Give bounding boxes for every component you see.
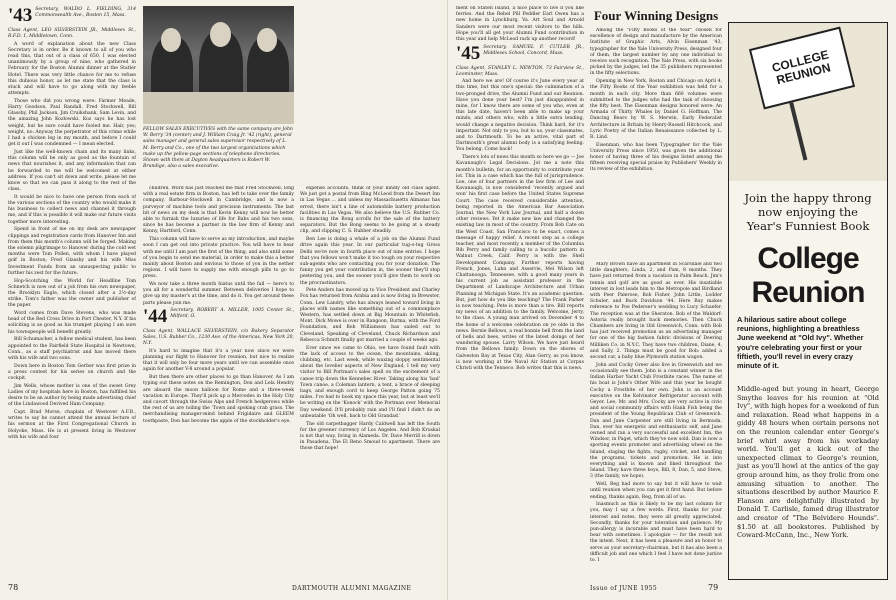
paragraph: It would be nice to have one person from each of the various sections of the country who would make it his business to collect news and channel it through me, and if this is possible it will make our future visits together more interesting. (8, 194, 136, 225)
four-designs-article (590, 28, 722, 256)
paragraph: This column will have to serve as my introduction, and maybe soon I can get out into private practice. You will have to bear with me until I am past the first of the thing, and also until some of you begin to send me material, in order to make this a better mainly about Boston and envious to those of you in the nether regions. I will have to supply me with enough pills to go to press. (143, 237, 294, 280)
paragraph: Those who did you wrong were: Farmer Meade, Harry Goodson, Paul Randall, Fred Stockwell, Bill Glassby, Phil Jackson, Jim Cruikshank, Sam Levin, and the amazing John Kozlowski. Koz says he has lost weight, but he sure could have fooled me. Hair, yes; weight, no. Anyway the perpetrator of this crime while I had a chicken leg in my mouth, and before I could get it out I was condemned — I mean elected. (8, 98, 136, 148)
paragraph: Well, Reg had more to say but it will have to wait until reunion when you can get it first hand. But before ending, thanks again, Reg, from all of us. (590, 482, 722, 500)
paragraph: Eisenman, who has been Typographer for the Yale University Press since 1950, was given the additional honor of having three of his designs listed among the fifteen receiving special praise by Publishers' Weekly in its review of the exhibition. (590, 142, 722, 173)
paragraph: Bill Schumacher, a fellow medical student, has been appointed to the Fairfield State Hospital in Newtown, Conn., as a staff psychiatrist and has moved there with his wife and two sons. (8, 337, 136, 361)
page-number-left: 78 (8, 583, 19, 592)
photo-caption: FELLOW SALES EXECUTIVES with the same company are John W. Berry '34 (center) and J. William Craig Jr. '42 (right), general sales manager and general sales supervisor respectively of L. M. Berry and Co., one of the two largest organizations which make up the yellow-page sections of telephone directories. Shown with them at Dayton headquarters is Robert W. Brundige, also a sales executive. (143, 127, 293, 170)
paragraph: It's hard to imagine that it's a year now since we were planning our flight to Hanover for reunion, but nice to realize that it will only be four more years until we can assemble once again for another V-8 around a popular. (143, 348, 294, 373)
paragraph: Opening in New York, Boston and Chicago on April 4, the Fifty Books of the Year exhibition was held for a month in each city. More than 660 volumes were submitted to the judges who had the task of choosing the fifty best. The Eisenman designs honored were: An Armada of Thirty Whales by Daniel G. Hoffman, The Dancing Bears by W. S. Merwin, Early Federalist Architecture in Britain by Henry-Russell Hitchcock, and Lyric Poetry of the Italian Renaissance collected by L. R. Lind. (590, 79, 722, 140)
college-reunion-ad (728, 22, 888, 580)
class-45-secretary: Secretary, SAMUEL F. CUTLER JR., Middlesex School, Concord, Mass. (483, 44, 584, 56)
class-44-header (143, 308, 294, 326)
class-44-agent: Class Agent, WALLACE SILVERSTEIN, c/o Bakery Separator Sales, U.S. Rubber Co., 1230 Ave. of the Americas, New York 20, N.Y. (143, 329, 294, 347)
class-44-year: '44 (143, 306, 168, 328)
class-45-header (456, 42, 584, 64)
ad-illustration (729, 23, 887, 181)
paragraph: Among the "Fifty Books of the Year" chosen for excellence of design and manufacture by the American Institute of Graphic Arts, Alvin Eisenman '43, typographer for the Yale University Press, designed four of them, the largest number by any one individual to receive such recognition. The Yale Press, with six books picked by the judges, led the 35 publishers represented in the fifty selections. (590, 28, 722, 77)
paragraph: ment on Staten Island, a nice place to live if you like ferries. And the Rebel Pill Peddler Earl Owen has a new home in Lynchburg, Va. Art Soul and Arnold Sanders were our most recent visitors to the hills. Hope you'll all get your Alumni Fund contribution in this year and help McLeod rack up another record! (456, 6, 584, 43)
paragraph: Spend in front of me on my desk are newspaper clippings and registration cards from Hanover Inn and from them this month's column will be forged. Making the solemn pilgrimage to Hanover during the cold wet months were Tom Pollen, with whom I have played golf in Boston; Fred Glassby and his wife Miss Investment Funds from an unsuspecting public to further his zest for the future. (8, 227, 136, 276)
ad-line-3: Year's Funniest Book (746, 219, 870, 233)
ad-title-college: College (757, 242, 859, 275)
class-43-header (8, 7, 136, 25)
ad-line-1: Join the happy throng (744, 191, 872, 205)
paragraph: Ever since we came to Ohio, we have found fault with the lack of access to the ocean, the mountains, skiing, clubbing, etc. Last week, while waxing sloppy sentimental about the lovelier aspects of New England, I tell my very visitor to Bill Portman's sales spell on the excitement of a canoe trip down the Kennebec River. Taking along his 'bad' Town canoe, a Coleman lantern, a tent, a brace of sleeping bags, and enough cord to keep George Patton going 75 miles. I've had to book my space this year, but at least we'll be writing on the 'Konock' with the Portman over Memorial Day weekend. It'll probably rain and I'll find I didn't do an unbeatable 'Oh well, back to Old Grandad.' (300, 345, 440, 419)
class-43-agent: Class Agent, LEO SILVERSTEIN JR., Middlesex St., R.F.D. 1, Middletown, Conn. (8, 28, 136, 39)
column-6 (590, 262, 722, 576)
paragraph: A word of explanation about the new Class Secretary is in order. Be it known to all of you who read this, that out of a class of 650, I was elected unanimously by a group of nine, who gathered in February for the Boston Alumni dinner at the Statler Hotel. There was very little chance for me to refuse this dubious honor, as let me state that the class is stuck and will have to go along with my feeble attempts. (8, 41, 136, 97)
four-designs-title: Four Winning Designs (593, 8, 719, 23)
paragraph: We now take a three month hiatus until the fall — here's to you all for a wonderful summer. Between deliveries I hope to give up my master's at the time, and do it. You get around these parts please join me. (143, 282, 294, 306)
paragraph: John and Cocky Greer also live in Greenwich and we occasionally see them. John is a constant winner in the Indian Harbor Yacht Club Frostbite races. The name of his boat is John's Other Wife and this year he bought Cocky a Frostbite of her own. John is an account executive on the Kelvinator Refrigerator account with Geyer. Lee, Mr. and Mrs. Cocky are very active in civic and social community affairs with Hank Fish being the president of the Young Republican Club of Greenwich. Dan and Jane Carpenter are still living in Bermuda. Dan, ever his energetic and enthusiastic self, and Jane owned and ran a very successful and excellent Inn, the Windsor, in Paget, which they've now sold. Dan is now a sporting events promoter and advertising wheel on the Island, staging the fights, rugby, cricket, and handling the programs, tickets and promotion. He is into everything and is known and liked throughout the Island. They have three boys, Bill, 8, Dan, 5, and Steve, 3 (the family, we hope). (590, 362, 722, 480)
class-43-year: '43 (8, 6, 33, 26)
paragraph: And here we are! Of course it's June every year at this time, but this one's special: the culmination of a two-pronged drive, the Alumni Fund and our Reunion. Have you done your best? I'm just disappointed in mine, for I know there are some of you who, even at this late date, haven't been able to make up your minds, and others who, with a little extra lending, would change a negative decision. Think hard, for it's important. Not only to you, but to us, your classmates, and to Dartmouth. To be an active, vital part of Dartmouth's great alumni body is a satisfying feeling. You belong. Come back! (456, 79, 584, 153)
paragraph: Hop-Scotching the World for Headline Tom Schnetch is now out of a job from his own newspaper, the Brooklyn Eagle, which closed after a 2½-day strike. Tom's father was the owner and publisher of the paper. (8, 278, 136, 309)
desk (143, 92, 294, 124)
ad-body: Middle-aged but young in heart, George Smythe leaves for his reunion at "Old Ivy", with high hopes for a weekend of fun and relaxation. Read what happens in a giddy 48 hours when certain persons not on the reunion calendar enter George's brief whirl away from his workaday world. You'll get a kick out of the unexpected climax to George's reunion, just as you'll howl at the antics of the gay group around him, as they frolic from one amusing situation to another. The situations described by author Maurice F. Flanson are delightfully illustrated by Donald T. Carlisle, famed drug illustrator and creator of "The Belvidere Hounds". $1.50 at all bookstores. Published by Coward-McCann, Inc., New York. (737, 385, 879, 540)
paragraph: Word comes from Dave Stevens, who was made head of the Red Cross Drive in Port Chester, N.Y. If his soliciting is as good as his trumpet playing I am sure his townspeople will benefit greatly. (8, 311, 136, 335)
ad-title-reunion: Reunion (751, 276, 865, 309)
column-3 (143, 186, 294, 576)
paragraph: The old carpetbagger Hardy Caldwell has left the South for the greener currency of Los Angeles. And Bob Kruskal is not that way, living in Alameda. Dr. Dave Merrill is down in Pasadena. The El Reno Smoud to apartment. There are those that hope! (300, 421, 440, 452)
footer-issue: Issue of JUNE 1955 (590, 585, 658, 592)
page-number-right: 79 (708, 583, 719, 592)
paragraph: Mary Brown have an apartment in Scarsdale and two little daughters, Linda, 2, and Pam, 8 months. They have just returned from a vacation in Palm Beach. Jim's tennis and golf are as good as ever. His insatiable interest in lost leads him to the Metropole and Birdland with Peer Palerose, Bob Fisher, John Little, Lodder Schuler, and Buck Davidson '44. Here Buy makes reference to Poe Pederser's wedding to Lucy Schaefer. The reception was at the Sheraton. Bob of the Waldorf-Astoria really brought back memories. Then Chuck Chambers are living in Old Greenwich, Conn. with Bob has just received promotion as an advertising manager for one of the big fashion fabric divisions of Deering Milliken Co. in N.Y.C. They have two children, Diane, 4, and Sally, 2. Things must be good for Bob: added a second car, a baby blue Plymouth station wagon. (590, 262, 722, 361)
class-45-year: '45 (456, 42, 481, 64)
paragraph: Ben Lee is doing a whale of a job on the Alumni Fund drive again this year. In our particular tug-o-tug Gross Delhi we're now in fourth place out of nine entries. I hope that you fellows won't make it too tough on your respective sub-agents who are contacting you for your donation. The funny you get your contribution in, the sooner they'll stop pestering you, and the sooner you'll give them to work on the procrastinators. (300, 237, 440, 286)
paragraph: Jim Wells, whose mother is one of the sweet Grey Ladies of my hospitals here in Boston, has fulfilled his desire to be an author by being made advertising chief of the Lindawood Derived Ham Company. (8, 383, 136, 408)
paragraph: Just like the well-known chain and its many links, this column will be only as good as the fountain of news that nourishes it, and any information that can be forwarded to me will be welcomed at either address. If you can't sit down and write, please let me know so that we can pass it along to the rest of the class. (8, 149, 136, 193)
ad-line-2: now enjoying the (758, 205, 858, 219)
face-left (161, 28, 181, 52)
class-44-secretary: Secretary, ROBERT A. MILLER, 1005 Center St., Milford, O. (170, 308, 294, 320)
paragraph: Capt. Brad Morse, chaplain of Westover A.F.B., writes to say he cannot attend the annual lecture of his sermon at the First Congregational Church in Holyoke, Mass. He is at present living in Westover with his wife and four (8, 410, 136, 440)
paragraph: expense accounts, think of your kindly old class agent. We just got a postal from Bing McLeod from the Desert Inn in Las Vegas ... and unless my Massachusetts Almanac has erred, there isn't a line of automobile battery production facilities in Las Vegas. We also believe the U.S. Rubber Co. is financing the Bong scrolls for the sale of the battery separators. But the Bong seems to be going at a steady clip, and clipping C. S. Rubber steadily. (300, 186, 440, 235)
paragraph: Pete Anders has moved up to Vice President and Charley Fox has returned from Arabia and is now living in Brewster, Conn. Lew Landry, who has always leaned toward living in places with names like something out of a commonplace Western, has settled down at Big Mountain in Whitefish, Mont. Dick Mowe is over in Rangoon, Burma, with the Ford Foundation, and Bob Williamson has sailed out to Cleveland, Speaking of Cleveland, Chuck Richardson and Rebecca Schmitt finally got married a couple of weeks ago. (300, 288, 440, 343)
column-5 (456, 6, 584, 576)
face-center (210, 22, 231, 47)
paragraph: children. Word has just reached me that Fred Stockwell, long with a real estate firm in Boston, has left to take over the family company, Barbour-Stockwell in Cambridge, and is now a purveyor of machine tools and precision instruments. The last bit of news on my desk is that Kevin Kenny will now be better able to furnish the luxuries of life for Babs and his two sons, since he has become a partner in the law firm of Kenny and Kenny, Hartford, Conn. (143, 186, 294, 235)
paragraph: But then there are other places to go than Hanover. As I am typing out these notes on the Remington, Don and Lela Hendry are aboard the moon balloon for Rome and a three-week vacation in Europe. They'll pick up a Mercedes in the Holy City and cavort through the Swiss Alps and French hedgerows while the rest of us are toiling the 'Town and spoking crab grass. The merchandising manager-mind behind Frigidaire and GLEEM toothpaste, Don has become the apple of the stockholder's eye. (143, 375, 294, 424)
footer-magazine: DARTMOUTH ALUMNI MAGAZINE (292, 585, 412, 592)
class-45-agent: Class Agent, STANLEY L. NEWTON, 73 Fairview St., Leominster, Mass. (456, 65, 584, 77)
sales-executives-photo (143, 6, 294, 124)
face-right (257, 28, 277, 52)
paragraph: Down here in Boston Tom Gerber was first prize in a press contest for his series on church and the cockpit. (8, 363, 136, 382)
class-43-secretary: Secretary, WALDO L. FIELDING, 314 Commonwealth Ave., Boston 15, Mass. (35, 7, 136, 18)
column-4 (300, 186, 440, 576)
reunion-sign: COLLEGE REUNION (749, 27, 855, 110)
ad-subhead: A hilarious satire about college reunions, highlighting a breathless June weekend at "Old Ivy". Whether you're celebrating your first or your fiftieth, you'll revel in every crazy minute of it. (737, 315, 864, 371)
paragraph: Inasmuch as this is likely to be my last column for you, may I say a few words. First, thanks for your interest and notes, they were all greatly appreciated. Secondly, thanks for your toleration and patience. My pun-allergy is incurable and must have been hard to bear with sometimes. I apologize — for the result not the intent. Next, it has been a pleasure and an honor to serve as your secretary-chairman, but it has also been a difficult job and one which I feel I have not done justice to. I (590, 502, 722, 564)
column-1 (8, 6, 136, 576)
paragraph: There's lots of news this month so here we go — Joe Kavanaugh's Legal Decisions. Jot me a note this month's bulletin, for an opportunity to contribute your lot. This in a case which has the full of jurisprudence. Lee, one of four partners in the law firm of Lee and Kavanaugh, is now considered 'recently argued and won' his first case before the United States Supreme Court. The case received considerable attention, being reported in the American Bar Association Journal, the New York Law Journal, and half a dozen other reviews. Yet it make new law and changed the existing law in most of the country. From Bob Cate on the West Coast, San Francisco to be exact, comes a message of happy relief. A recent step as a college teacher, and most recently a member of the Columbia Bib Perry and family calling to a bucolic pattern in Walnut Creek, Calif. Perry is with the Shell Development Company. Further reports having French, Jones, Lahn and Asserrie, Mel Wilson left Chattanooga, Tennessee, with a good many years in his current job as assistant professor in the Department of Landscape Architecture and Urban Planning at Michigan State. It's an academic question. But, just how do you like teaching? The Frank Parker is now teaching. Pete is more than a tire. Bill reports my news of an addition to the family. Welcome, Jerry, to the class. A young man arrived on December 4 to the home of a welcome celebration on ye olde in the news. Bernie Bellows, a real bonnie bell from the land of bells and bees, writes of the latest doings of her wandering spouse. Larry Wilson. We have just heard from the Bellows family. Down on the shores of Galveston Bay at Texas City, Alan Gerry, as you know, is now working at the Naval Air Station at Corpus Christi with the Tenneco. Bob writes that this is news. (456, 155, 584, 372)
